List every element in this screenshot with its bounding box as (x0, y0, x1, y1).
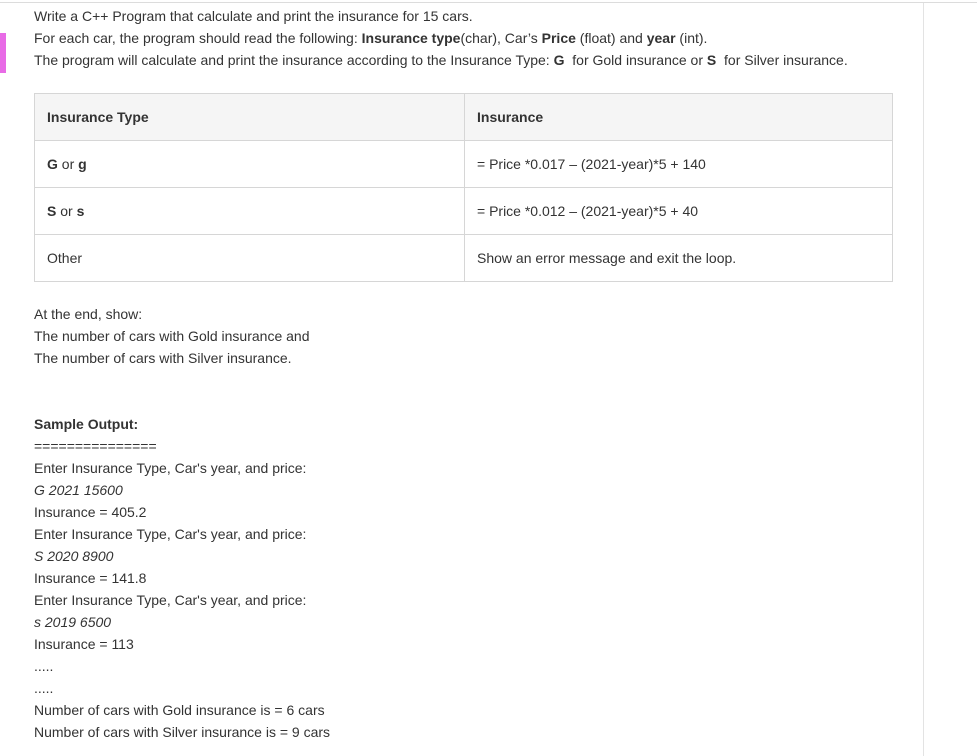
sample-gold-count: Number of cars with Gold insurance is = 6 cars (34, 702, 325, 718)
intro-line-2: For each car, the program should read the following: Insurance type(char), Car’s Price (float) and year (int). (34, 30, 708, 46)
sample-result: Insurance = 113 (34, 636, 134, 652)
sample-prompt: Enter Insurance Type, Car's year, and price: (34, 526, 307, 542)
sample-output-block (34, 413, 330, 743)
table-row (35, 141, 893, 188)
formula-cell-silver: = Price *0.012 – (2021-year)*5 + 40 (465, 188, 893, 235)
sample-input: S 2020 8900 (34, 548, 114, 564)
end-line-2: The number of cars with Gold insurance and (34, 328, 310, 344)
table-header-row (35, 94, 893, 141)
top-divider (0, 2, 977, 3)
type-cell-gold: G or g (35, 141, 465, 188)
sample-prompt: Enter Insurance Type, Car's year, and price: (34, 592, 307, 608)
type-cell-silver: S or s (35, 188, 465, 235)
formula-cell-other: Show an error message and exit the loop. (465, 235, 893, 282)
sample-heading: Sample Output: (34, 416, 139, 432)
sample-input: G 2021 15600 (34, 482, 123, 498)
header-insurance: Insurance (465, 94, 893, 141)
sample-result: Insurance = 141.8 (34, 570, 147, 586)
highlight-marker (0, 33, 6, 73)
type-cell-other: Other (35, 235, 465, 282)
sample-input: s 2019 6500 (34, 614, 112, 630)
sample-result: Insurance = 405.2 (34, 504, 147, 520)
intro-line-1: Write a C++ Program that calculate and print the insurance for 15 cars. (34, 8, 473, 24)
formula-cell-gold: = Price *0.017 – (2021-year)*5 + 140 (465, 141, 893, 188)
right-divider (923, 3, 924, 756)
end-line-1: At the end, show: (34, 306, 143, 322)
sample-silver-count: Number of cars with Silver insurance is = 9 cars (34, 724, 331, 740)
end-block (34, 303, 309, 369)
end-line-3: The number of cars with Silver insurance. (34, 350, 292, 366)
insurance-table (34, 93, 893, 282)
intro-line-3: The program will calculate and print the insurance according to the Insurance Type: G for Gold insurance or S for Silver insurance. (34, 52, 848, 68)
table-row (35, 188, 893, 235)
sample-ellipsis: ..... (34, 658, 54, 674)
table-row (35, 235, 893, 282)
sample-divider: =============== (34, 438, 157, 454)
sample-ellipsis: ..... (34, 680, 54, 696)
sample-prompt: Enter Insurance Type, Car's year, and price: (34, 460, 307, 476)
intro-block (34, 5, 904, 71)
header-insurance-type: Insurance Type (35, 94, 465, 141)
